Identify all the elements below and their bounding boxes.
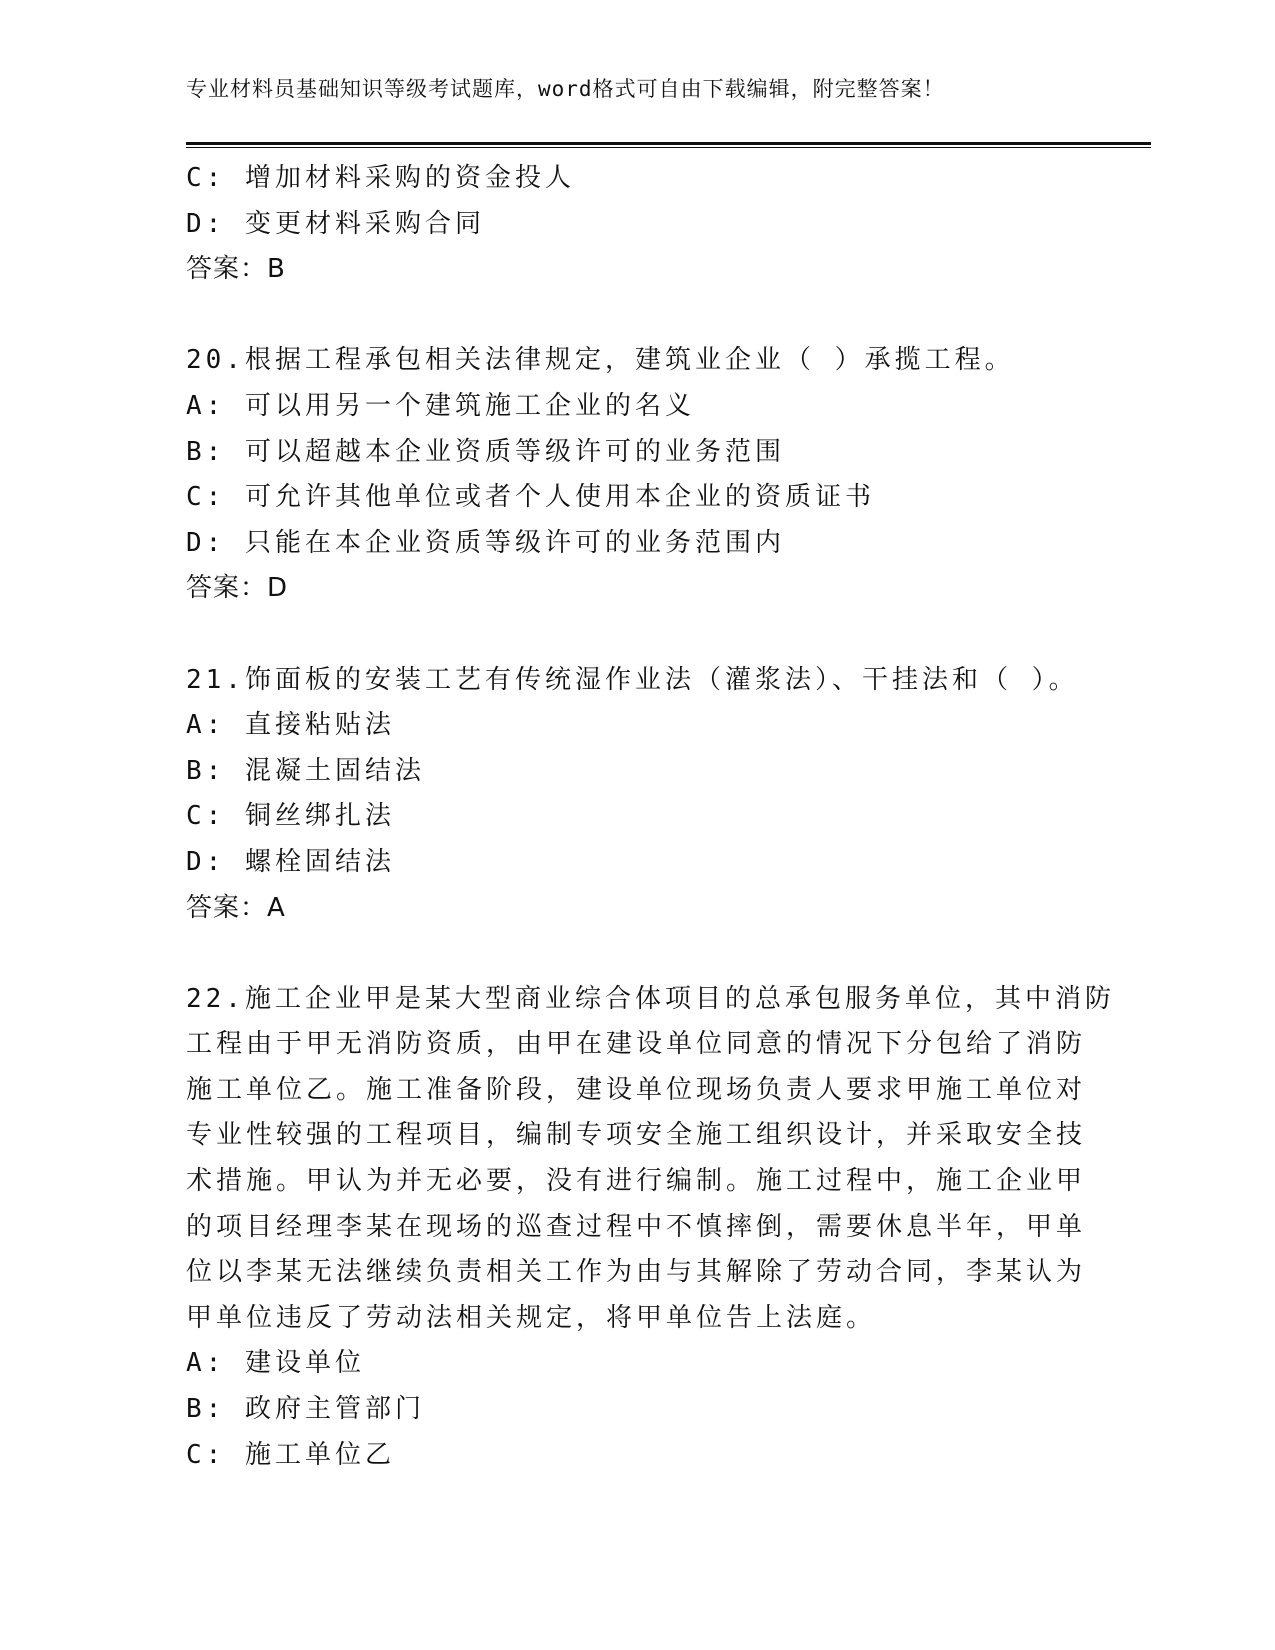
option-d: D: 螺栓固结法 (186, 846, 395, 877)
question-stem-line: 工程由于甲无消防资质，由甲在建设单位同意的情况下分包给了消防 (186, 1029, 1087, 1060)
option-c: C: 施工单位乙 (186, 1439, 395, 1470)
question-stem-line: 施工单位乙。施工准备阶段，建设单位现场负责人要求甲施工单位对 (186, 1074, 1087, 1105)
header-divider (186, 142, 1151, 149)
spacer (186, 931, 1086, 977)
spacer (186, 612, 1086, 658)
question-19 (186, 156, 1086, 293)
question-content (186, 156, 1115, 1478)
option-d: D: 只能在本企业资质等级许可的业务范围内 (186, 527, 785, 558)
option-c: C: 可允许其他单位或者个人使用本企业的资质证书 (186, 482, 875, 513)
option-b: B: 混凝土固结法 (186, 755, 425, 786)
question-stem: 21.饰面板的安装工艺有传统湿作业法（灌浆法）、干挂法和（ ）。 (186, 664, 1079, 695)
question-22 (186, 977, 1115, 1479)
option-a: A: 建设单位 (186, 1348, 365, 1379)
question-stem-line: 甲单位违反了劳动法相关规定，将甲单位告上法庭。 (186, 1302, 877, 1333)
header-divider-thin (186, 147, 1151, 148)
question-stem: 20.根据工程承包相关法律规定，建筑业企业（ ）承揽工程。 (186, 345, 1015, 376)
option-c: C: 增加材料采购的资金投人 (186, 163, 575, 193)
question-stem-line: 专业性较强的工程项目，编制专项安全施工组织设计，并采取安全技 (186, 1120, 1087, 1151)
option-c: C: 铜丝绑扎法 (186, 801, 395, 832)
option-d: D: 变更材料采购合同 (186, 208, 485, 239)
page-header: 专业材料员基础知识等级考试题库，word格式可自由下载编辑，附完整答案！ (186, 77, 945, 101)
option-b: B: 政府主管部门 (186, 1394, 425, 1425)
question-21 (186, 658, 1086, 932)
answer-line: 答案：A (186, 892, 286, 923)
question-stem-line: 的项目经理李某在现场的巡查过程中不慎摔倒，需要休息半年，甲单 (186, 1211, 1087, 1242)
answer-line: 答案：D (186, 573, 289, 604)
option-a: A: 可以用另一个建筑施工企业的名义 (186, 390, 695, 421)
question-stem-line: 位以李某无法继续负责相关工作为由与其解除了劳动合同，李某认为 (186, 1257, 1087, 1288)
answer-line: 答案：B (186, 254, 286, 285)
question-20 (186, 338, 1086, 612)
header-divider-thick (186, 142, 1151, 145)
option-a: A: 直接粘贴法 (186, 710, 395, 741)
question-stem-line: 22.施工企业甲是某大型商业综合体项目的总承包服务单位，其中消防 (186, 983, 1115, 1014)
question-stem-line: 术措施。甲认为并无必要，没有进行编制。施工过程中，施工企业甲 (186, 1166, 1087, 1197)
spacer (186, 293, 1086, 339)
option-b: B: 可以超越本企业资质等级许可的业务范围 (186, 436, 785, 467)
